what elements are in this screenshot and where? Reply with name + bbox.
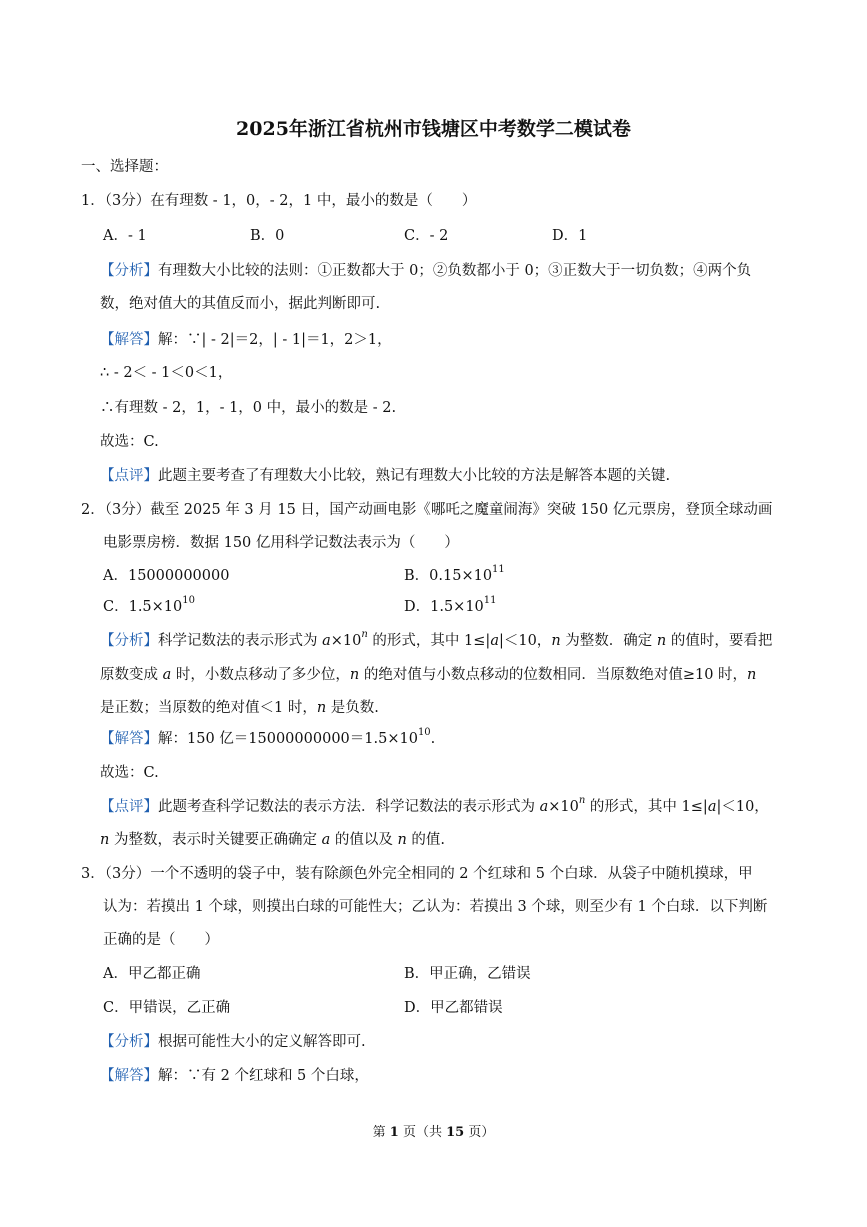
q3-option-d: D．甲乙都错误 — [404, 1000, 503, 1016]
q3-stem-line-3: 正确的是（ ） — [103, 932, 219, 948]
current-page-number: 1 — [389, 1125, 399, 1140]
q3-option-b: B．甲正确，乙错误 — [404, 966, 531, 982]
section-heading: 一、选择题： — [81, 159, 168, 175]
q1-answer-line-3: ∴有理数 - 2，1，- 1，0 中，最小的数是 - 2. — [100, 400, 397, 416]
q2-stem-line-2: 电影票房榜．数据 150 亿用科学记数法表示为（ ） — [103, 535, 459, 551]
q2-option-d: D．$1.5\times 10^{11}$ — [404, 595, 497, 615]
q3-answer: 【解答】解：∵有 2 个红球和 5 个白球， — [100, 1068, 369, 1084]
page-footer: 第 1 页（共 15 页） — [372, 1125, 495, 1140]
q3-stem-line-1: 3．（3分）一个不透明的袋子中，装有除颜色外完全相同的 2 个红球和 5 个白球．从袋子中随机摸球，甲 — [81, 866, 753, 882]
q3-analysis: 【分析】根据可能性大小的定义解答即可. — [100, 1034, 366, 1050]
answer-tag: 【解答】 — [100, 1068, 158, 1084]
page-title: 2025年浙江省杭州市钱塘区中考数学二模试卷 — [236, 118, 631, 140]
q2-answer: 【解答】解：150 亿$=15000000000=1.5\times 10^{10}$. — [100, 727, 436, 747]
answer-tag: 【解答】 — [100, 731, 158, 747]
q2-option-c: C．$1.5\times 10^{10}$ — [103, 595, 195, 615]
q1-stem: 1．（3分）在有理数 - 1，0，- 2，1 中，最小的数是（ ） — [81, 193, 477, 209]
q2-option-b: B．$0.15\times 10^{11}$ — [404, 564, 505, 584]
q2-analysis-line-2: 原数变成 a 时，小数点移动了多少位，n 的绝对值与小数点移动的位数相同．当原数绝对值≥10 时，n — [100, 667, 757, 683]
q1-answer-line-1: 【解答】解：∵| - 2|＝2，| - 1|＝1，2＞1， — [100, 332, 392, 348]
q3-option-c: C．甲错误，乙正确 — [103, 1000, 231, 1016]
q2-analysis-line-3: 是正数；当原数的绝对值＜1 时，n 是负数. — [100, 700, 379, 716]
q2-stem-line-1: 2．（3分）截至 2025 年 3 月 15 日，国产动画电影《哪吒之魔童闹海》突破 150 亿元票房，登顶全球动画 — [81, 502, 773, 518]
q1-choice: 故选：C. — [100, 434, 159, 450]
q2-option-a: A．15000000000 — [103, 568, 230, 584]
q1-option-a: A．- 1 — [103, 228, 147, 244]
q2-choice: 故选：C. — [100, 765, 159, 781]
q1-analysis-line-1: 【分析】有理数大小比较的法则：①正数都大于 0；②负数都小于 0；③正数大于一切负数；④两个负 — [100, 263, 752, 279]
q1-option-b: B．0 — [250, 228, 285, 244]
q2-comment-line-2: n 为整数，表示时关键要正确确定 a 的值以及 n 的值. — [100, 832, 445, 848]
q3-stem-line-2: 认为：若摸出 1 个球，则摸出白球的可能性大；乙认为：若摸出 3 个球，则至少有 1 个白球．以下判断 — [103, 899, 768, 915]
analysis-tag: 【分析】 — [100, 1034, 158, 1050]
comment-tag: 【点评】 — [100, 468, 158, 484]
q1-comment: 【点评】此题主要考查了有理数大小比较，熟记有理数大小比较的方法是解答本题的关键. — [100, 468, 671, 484]
q1-analysis-line-2: 数，绝对值大的其值反而小，据此判断即可. — [100, 296, 381, 312]
analysis-tag: 【分析】 — [100, 633, 158, 649]
q1-option-c: C．- 2 — [404, 228, 449, 244]
comment-tag: 【点评】 — [100, 799, 158, 815]
analysis-tag: 【分析】 — [100, 263, 158, 279]
q2-comment-line-1: 【点评】此题考查科学记数法的表示方法．科学记数法的表示形式为 $a\times 10^n$ 的形式，其中 1≤|a|＜10， — [100, 795, 769, 815]
q3-option-a: A．甲乙都正确 — [103, 966, 201, 982]
q1-option-d: D．1 — [552, 228, 588, 244]
q2-analysis-line-1: 【分析】科学记数法的表示形式为 $a\times 10^n$ 的形式，其中 1≤|a|＜10，n 为整数．确定 n 的值时，要看把 — [100, 629, 773, 649]
answer-tag: 【解答】 — [100, 332, 158, 348]
q1-answer-line-2: ∴ - 2＜ - 1＜0＜1， — [100, 365, 233, 381]
total-page-count: 15 — [446, 1125, 465, 1140]
